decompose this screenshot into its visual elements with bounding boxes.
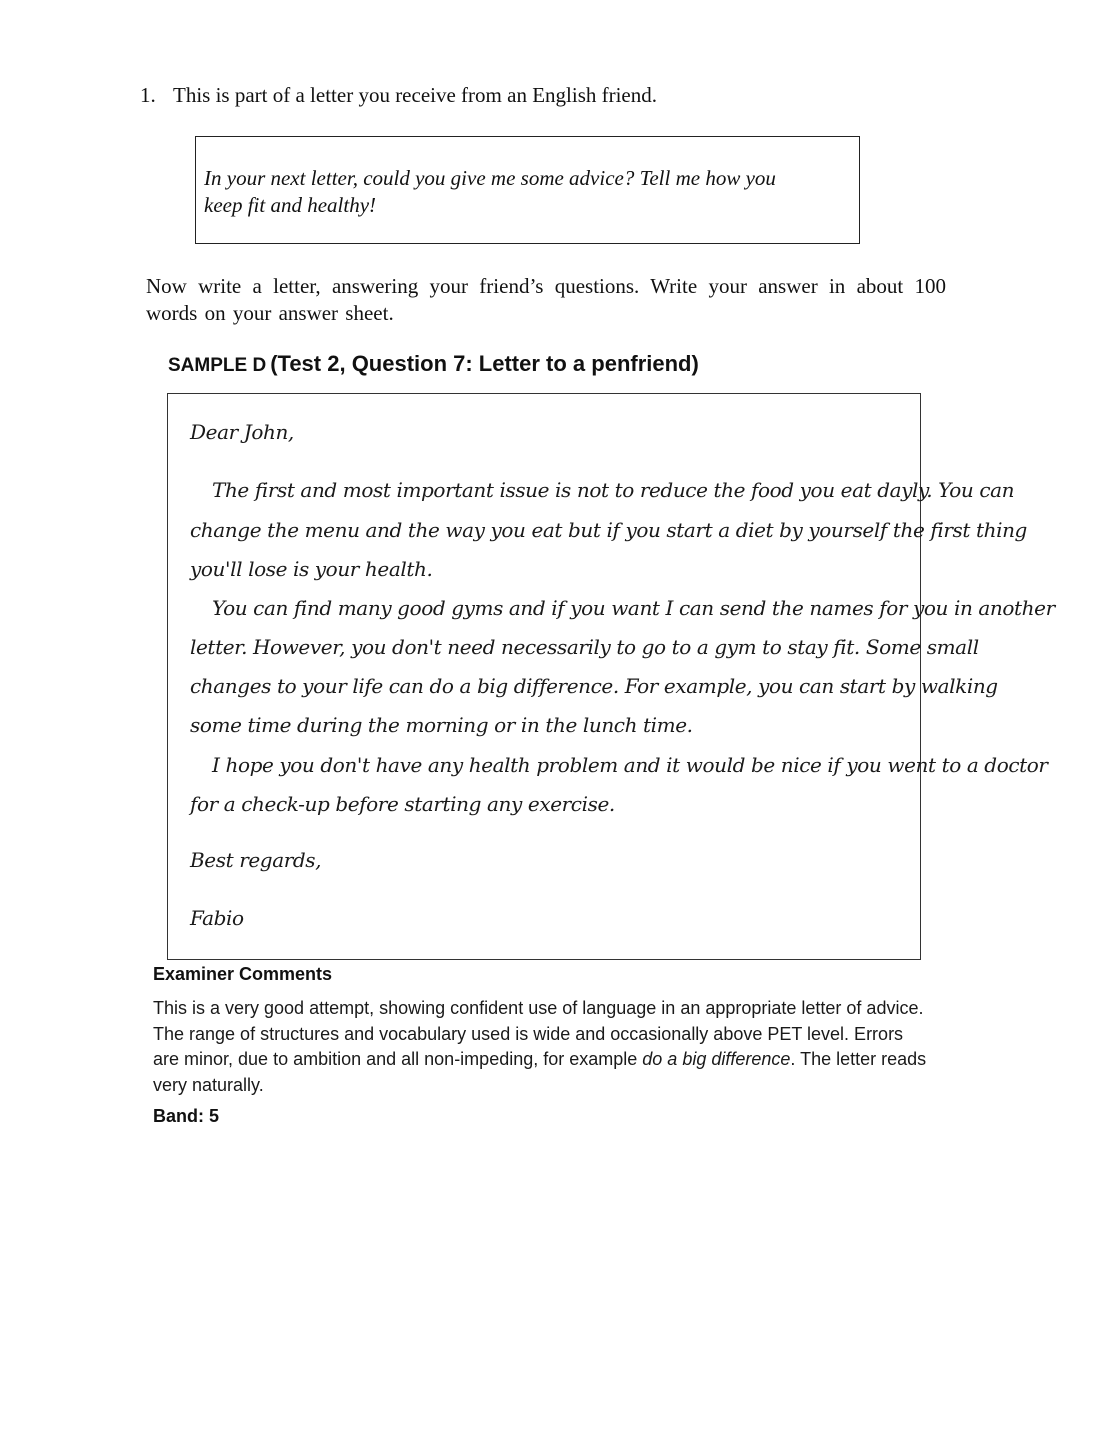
letter-line: for a check-up before starting any exercise. [190, 792, 615, 816]
letter-line: I hope you don't have any health problem and it would be nice if you went to a doctor [212, 753, 1048, 777]
letter-line: change the menu and the way you eat but if you start a diet by yourself the first thing [190, 518, 1027, 542]
letter-line: You can find many good gyms and if you want I can send the names for you in another [212, 596, 1055, 620]
examiner-text-before: This is a very good attempt, showing confident use of language in an appropriate letter of advice. The range of structures and vocabulary used is wide and occasionally above PET level. Errors are minor, due to ambition and all non-impeding, for example [153, 998, 924, 1069]
letter-line: The first and most important issue is not to reduce the food you eat dayly. You can [212, 478, 1015, 502]
sample-label: SAMPLE D [168, 355, 267, 376]
examiner-comments-text [153, 996, 933, 1098]
prompt-line-1: In your next letter, could you give me some advice? Tell me how you [204, 166, 776, 190]
letter-line: some time during the morning or in the lunch time. [190, 713, 693, 737]
examiner-text-after: . The letter reads very naturally. [153, 1049, 927, 1095]
examiner-example: do a big difference [642, 1049, 791, 1069]
question-number: 1. [140, 83, 156, 107]
letter-closing: Best regards, [190, 848, 322, 872]
instruction-text: Now write a letter, answering your friend’s questions. Write your answer in about 100 words on your answer sheet. [146, 274, 946, 325]
letter-line: you'll lose is your health. [190, 557, 433, 581]
prompt-line-2: keep fit and healthy! [204, 193, 377, 217]
question-line [140, 83, 657, 108]
letter-line: changes to your life can do a big difference. For example, you can start by walking [190, 674, 998, 698]
sample-heading [168, 351, 699, 377]
sample-title: (Test 2, Question 7: Letter to a penfriend) [270, 351, 699, 376]
letter-line: letter. However, you don't need necessarily to go to a gym to stay fit. Some small [190, 635, 979, 659]
letter-signature: Fabio [190, 906, 244, 930]
examiner-comments-title: Examiner Comments [153, 964, 333, 984]
letter-salutation: Dear John, [190, 420, 294, 444]
prompt-box [195, 136, 860, 244]
band-score: Band: 5 [153, 1106, 220, 1126]
question-text: This is part of a letter you receive from an English friend. [173, 83, 658, 107]
